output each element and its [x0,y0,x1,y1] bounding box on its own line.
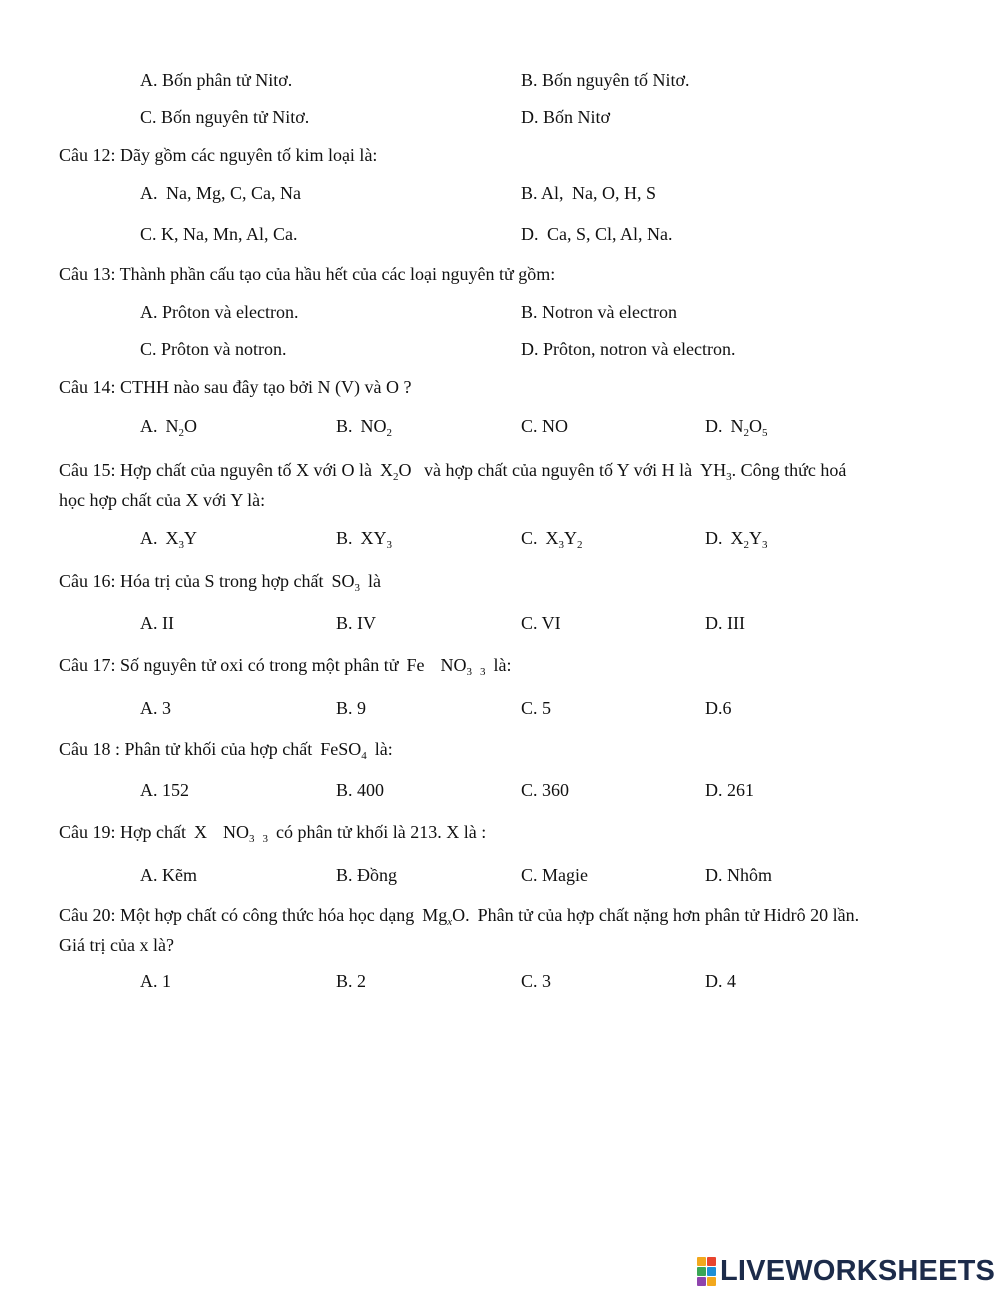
logo-block-4 [707,1267,716,1276]
q11-option-d: D. Bốn Nitơ [521,107,611,127]
q19-formula-no: NO [223,822,249,842]
q11-option-a: A. Bốn phân tử Nitơ. [140,70,293,90]
q16-formula-sub: 3 [354,582,360,594]
q17-formula-sub1: 3 [466,666,472,678]
q12-option-d-formula: Ca, S, Cl, Al, Na. [547,224,673,244]
q20-formula-o: O. [452,905,470,925]
q14-d-n: N [730,416,744,436]
q18-formula-sub: 4 [361,750,367,762]
q15-option-d-label: D. [705,528,723,548]
q17-question [59,655,512,676]
q12-option-b [521,183,656,204]
q20-question [59,900,939,960]
q17-formula-sub2: 3 [480,666,486,678]
q17-option-c: C. 5 [521,698,552,718]
q18-option-d: D. 261 [705,780,754,800]
logo-block-6 [707,1277,716,1286]
q15-a-x: X [165,528,179,548]
q13-question: Câu 13: Thành phần cấu tạo của hầu hết của các loại nguyên tử gồm: [59,264,556,284]
q18-option-a: A. 152 [140,780,189,800]
q20-option-a: A. 1 [140,971,171,991]
q14-d-sub1: 2 [743,427,749,439]
q12-option-a-label: A. [140,183,158,203]
q16-question [59,571,381,592]
q19-option-c: C. Magie [521,865,588,885]
q15-c-sub1: 3 [558,539,565,551]
q18-option-c: C. 360 [521,780,570,800]
q17-option-d: D.6 [705,698,732,718]
liveworksheets-logo-icon [697,1257,716,1286]
q20-text-1: Câu 20: Một hợp chất có công thức hóa học dạng [59,905,415,925]
q19-option-b: B. Đồng [336,865,398,885]
q14-option-a [140,416,197,437]
q12-option-c: C. K, Na, Mn, Al, Ca. [140,224,298,244]
q16-option-b: B. IV [336,613,376,633]
logo-block-2 [707,1257,716,1266]
q20-option-d: D. 4 [705,971,736,991]
q14-b-sub: 2 [386,427,393,439]
q15-text-3: . Công thức hoá [731,460,847,480]
q15-c-sub2: 2 [577,539,583,551]
q15-b-xy: XY [360,528,387,548]
liveworksheets-logo [697,1255,995,1287]
q16-text-1: Câu 16: Hóa trị của S trong hợp chất [59,571,324,591]
q15-option-a [140,528,197,549]
q12-question: Câu 12: Dãy gồm các nguyên tố kim loại là: [59,145,378,165]
q15-option-a-label: A. [140,528,158,548]
q14-option-d-label: D. [705,416,723,436]
q15-option-c-label: C. [521,528,538,548]
q15-d-x: X [730,528,744,548]
q17-text-2: là: [493,655,512,675]
q18-question [59,739,393,760]
q13-option-a: A. Prôton và electron. [140,302,299,322]
q14-question: Câu 14: CTHH nào sau đây tạo bởi N (V) và O ? [59,377,412,397]
q16-option-a: A. II [140,613,174,633]
liveworksheets-logo-text: LIVEWORKSHEETS [720,1254,996,1287]
q14-b-no: NO [360,416,387,436]
q12-option-b-formula: Na, O, H, S [572,183,657,203]
q16-formula: SO [331,571,355,591]
q19-formula-x: X [194,822,207,842]
q12-option-a-formula: Na, Mg, C, Ca, Na [166,183,301,203]
q15-a-sub: 3 [178,539,184,551]
q15-c-y: Y [564,528,578,548]
q19-text-2: có phân tử khối là 213. X là : [276,822,487,842]
q17-formula-fe: Fe [406,655,425,675]
q16-text-2: là [367,571,381,591]
q15-formula-yh-sub: 3 [726,471,732,483]
q14-option-b-label: B. [336,416,353,436]
q19-formula-sub2: 3 [262,833,268,845]
q13-option-d: D. Prôton, notron và electron. [521,339,736,359]
q17-text-1: Câu 17: Số nguyên tử oxi có trong một phân tử [59,655,399,675]
q15-option-b-label: B. [336,528,353,548]
q19-question [59,822,486,843]
q15-text-1: Câu 15: Hợp chất của nguyên tố X với O là [59,460,372,480]
q15-formula-yh: YH [700,460,727,480]
q15-text-2: và hợp chất của nguyên tố Y với H là [423,460,693,480]
q20-formula-sub: x [447,916,453,928]
q15-c-x: X [545,528,559,548]
q18-text-1: Câu 18 : Phân tử khối của hợp chất [59,739,313,759]
q15-option-b [336,528,392,549]
q11-option-b: B. Bốn nguyên tố Nitơ. [521,70,690,90]
q15-d-y: Y [749,528,762,548]
q14-d-o: O [749,416,762,436]
q18-text-2: là: [374,739,393,759]
q17-option-a: A. 3 [140,698,171,718]
q14-a-n: N [165,416,179,436]
logo-block-3 [697,1267,706,1276]
q20-option-b: B. 2 [336,971,367,991]
q15-option-c [521,528,583,549]
q15-question [59,455,939,515]
q20-formula-mg: Mg [422,905,448,925]
q19-text-1: Câu 19: Hợp chất [59,822,186,842]
q20-option-c: C. 3 [521,971,552,991]
q12-option-d-label: D. [521,224,539,244]
logo-block-1 [697,1257,706,1266]
q19-formula-sub1: 3 [249,833,255,845]
q15-a-y: Y [184,528,197,548]
q12-option-b-label: B. Al, [521,183,564,203]
q14-d-sub2: 5 [762,427,768,439]
q15-formula-x-sub: 2 [392,471,399,483]
q14-option-c: C. NO [521,416,569,436]
q14-option-d [705,416,768,437]
q15-option-d [705,528,768,549]
q12-option-a [140,183,301,204]
q14-a-sub: 2 [178,427,184,439]
logo-block-5 [697,1277,706,1286]
q13-option-c: C. Prôton và notron. [140,339,287,359]
q14-option-b [336,416,392,437]
q19-option-a: A. Kẽm [140,865,197,885]
q20-text-line2: Giá trị của x là? [59,935,174,955]
q18-formula: FeSO [320,739,362,759]
q19-option-d: D. Nhôm [705,865,772,885]
q15-text-line2: học hợp chất của X với Y là: [59,490,266,510]
q15-formula-o: O [398,460,412,480]
q12-option-d [521,224,673,245]
q15-b-sub: 3 [386,539,393,551]
q18-option-b: B. 400 [336,780,385,800]
q13-option-b: B. Notron và electron [521,302,677,322]
q16-option-d: D. III [705,613,745,633]
q14-option-a-label: A. [140,416,158,436]
q15-formula-x: X [379,460,393,480]
q16-option-c: C. VI [521,613,561,633]
q15-d-sub2: 3 [762,539,768,551]
q14-a-o: O [184,416,197,436]
q11-option-c: C. Bốn nguyên tử Nitơ. [140,107,310,127]
q17-option-b: B. 9 [336,698,367,718]
q20-text-2: Phân tử của hợp chất nặng hơn phân tử Hidrô 20 lần. [477,905,860,925]
q17-formula-no: NO [440,655,467,675]
q15-d-sub1: 2 [743,539,749,551]
